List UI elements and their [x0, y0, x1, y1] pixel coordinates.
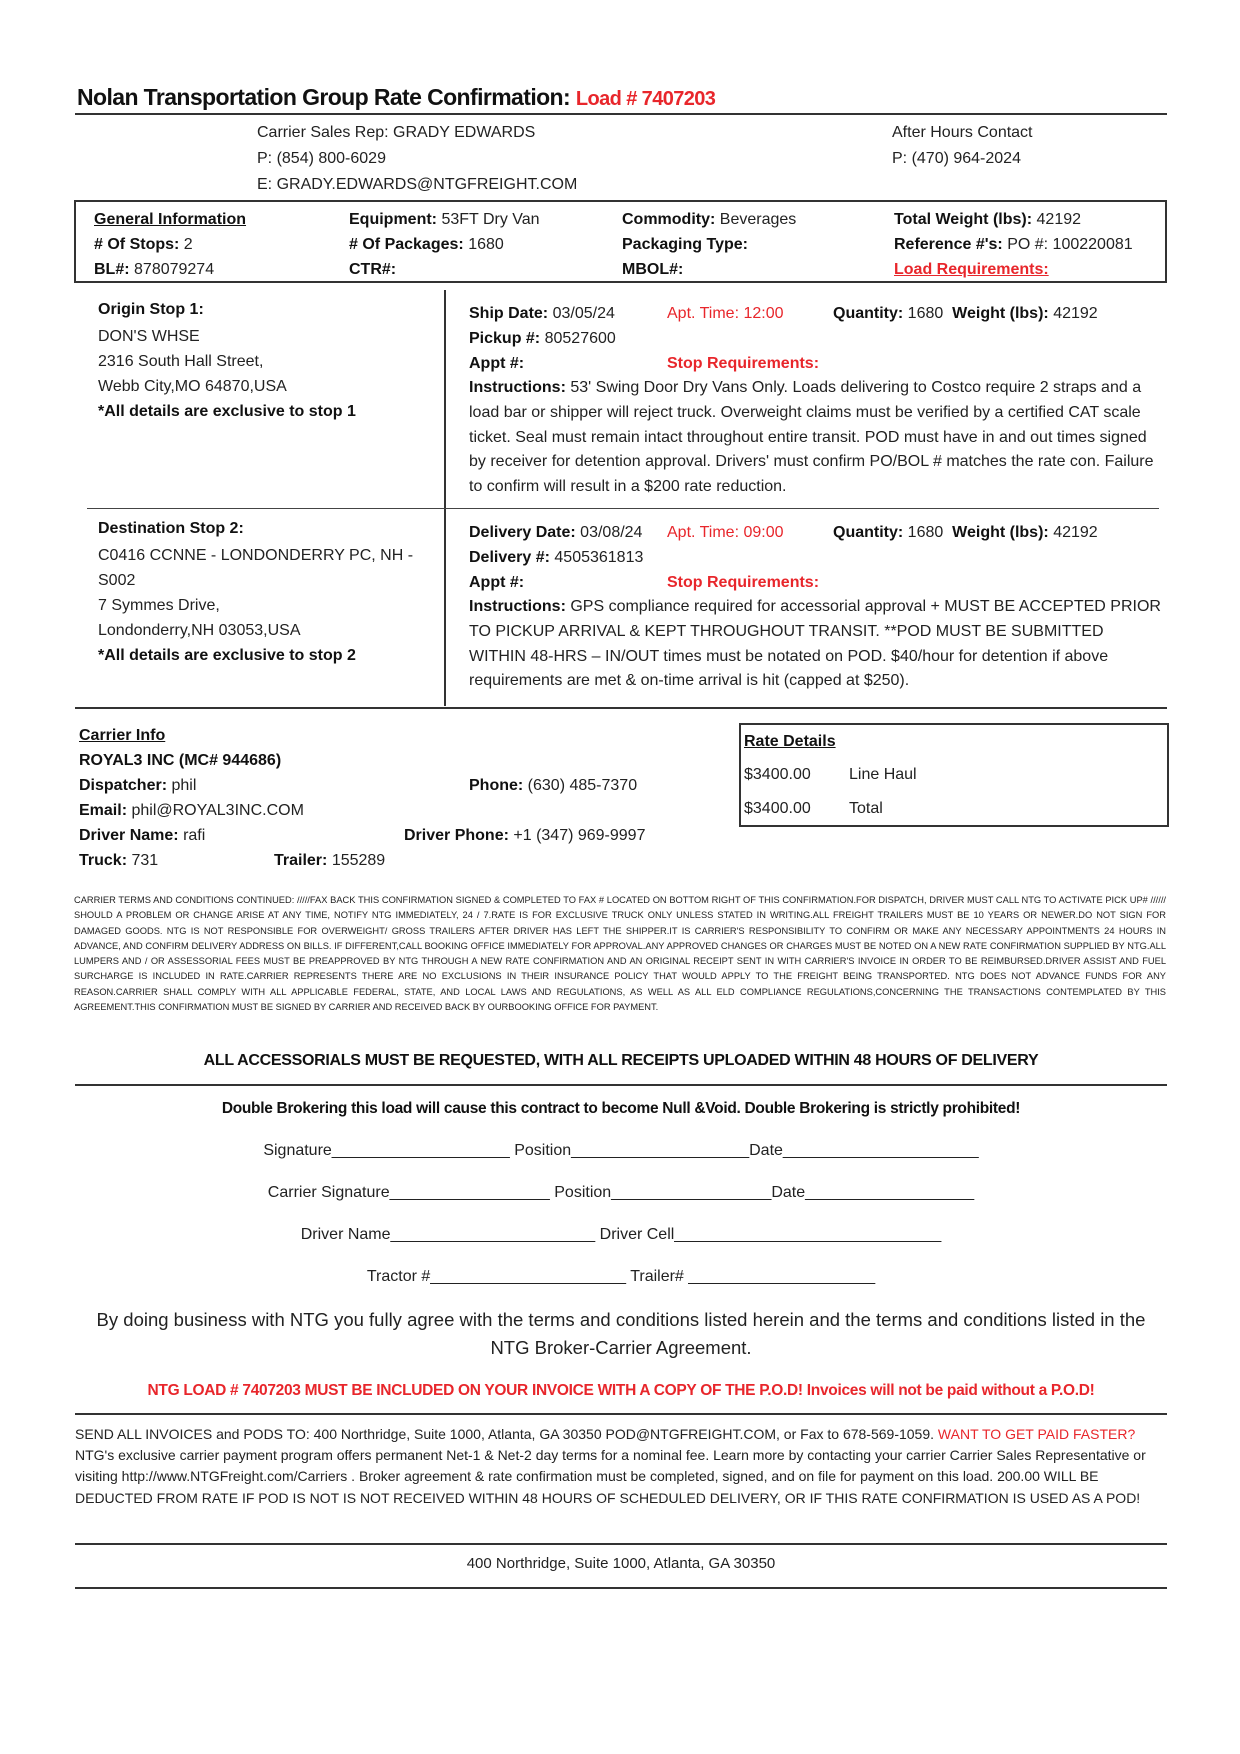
carrier-phone-value: (630) 485-7370 — [527, 777, 638, 794]
carrier-terms: CARRIER TERMS AND CONDITIONS CONTINUED: /////FAX BACK THIS CONFIRMATION SIGNED & COMPLETED TO FAX # LOCATED ON BOTTOM RIGHT OF THIS CONFIRMATION.FOR DISPATCH, DRIVER MUST CALL NTG TO ACTIVATE PICK UP# ////// SHOULD A PROBLEM OR CHANGE ARISE AT ANY TIME, NOTIFY NTG IMMEDIATELY, 24 / 7.RATE IS FOR EXCLUSIVE TRUCK ONLY UNLESS STATED IN WRITING.ALL FREIGHT TRAILERS MUST BE 10 YEARS OR NEWER.DO NOT SIGN FOR DAMAGED GOODS. NTG IS NOT RESPONSIBLE FOR OVERWEIGHT/ GROSS TRAILERS AFTER DRIVER HAS LEFT THE SHIPPER.IT IS CARRIER'S RESPONSIBILITY TO CONFIRM OR MAKE ANY NECESSARY APPOINTMENTS 24 HOURS IN ADVANCE, AND CONFIRM DELIVERY ADDRESS ON BILLS. IF DIFFERENT,CALL BOOKING OFFICE IMMEDIATELY FOR APPROVAL.ANY APPROVED CHANGES OR CHARGES MUST BE NOTED ON A NEW RATE CONFIRMATION SUPPLIED BY NTG.ALL LUMPERS AND / OR ASSESSORIAL FEES MUST BE PREAPPROVED BY NTG THROUGH A NEW RATE CONFIRMATION AND AN ORIGINAL RECEIPT SENT IN WITH CARRIER'S INVOICE IN ORDER TO BE REIMBURSED.DRIVER ASSIST AND FUEL SURCHARGE IS INCLUDED IN RATE.CARRIER REPRESENTS THERE ARE NO EXCLUSIONS IN THEIR INSURANCE POLICY THAT WOULD APPLY TO THE FREIGHT BEING TRANSPORTED. NTG DOES NOT ADVANCE FUNDS FOR ANY REASON.CARRIER SHALL COMPLY WITH ALL APPLICABLE FEDERAL, STATE, AND LOCAL LAWS AND REGULATIONS, AS WELL AS ALL ELD COMPLIANCE REGULATIONS,CONCERNING THE TRANSACTIONS CONTEMPLATED BY THIS AGREEMENT.THIS CONFIRMATION MUST BE SIGNED BY CARRIER AND RECEIVED BACK BY OURBOOKING OFFICE FOR PAYMENT. — [74, 895, 1166, 1013]
delivery-number-label: Delivery #: — [469, 549, 550, 566]
origin-heading: Origin Stop 1: — [98, 301, 204, 318]
trailer-field — [274, 848, 385, 873]
footer-send-text: SEND ALL INVOICES and PODS TO: 400 Northridge, Suite 1000, Atlanta, GA 30350 POD@NTGFREIGHT.COM, or Fax to 678-569-1059. — [75, 1426, 935, 1442]
destination-appt-label: Appt #: — [469, 574, 525, 591]
origin-apt-time: Apt. Time: 12:00 — [667, 305, 784, 322]
dest-instr-label: Instructions: — [469, 598, 566, 615]
origin-instr-label: Instructions: — [469, 379, 566, 396]
carrier-phone-label: Phone: — [469, 777, 524, 794]
destination-address2: Londonderry,NH 03053,USA — [98, 622, 301, 639]
rate-total-label: Total — [849, 800, 883, 817]
equipment-value: 53FT Dry Van — [441, 211, 540, 228]
destination-note: *All details are exclusive to stop 2 — [98, 647, 356, 664]
origin-qty-value: 1680 — [907, 305, 944, 322]
bl-label: BL#: — [94, 261, 130, 278]
origin-address1: 2316 South Hall Street, — [98, 353, 264, 370]
sales-email: E: GRADY.EDWARDS@NTGFREIGHT.COM — [257, 176, 578, 193]
destination-name2: S002 — [98, 572, 136, 589]
ctr-label: CTR#: — [349, 261, 397, 278]
truck-field — [79, 848, 158, 873]
footer-program-text: NTG's exclusive carrier payment program offers permanent Net-1 & Net-2 day terms for a nominal fee. Learn more by contacting your carrier Carrier Sales Representative or visiting http://www.NTGFreight.com/Carriers . Broker agreement & rate confirmation must be completed, signed, and on file for payment on this load. 200.00 WILL BE DEDUCTED FROM RATE IF POD IS NOT IS NOT RECEIVED WITHIN 48 HOURS OF SCHEDULED DELIVERY, OR IF THIS RATE CONFIRMATION IS USED AS A POD! — [75, 1447, 1146, 1506]
general-info-heading: General Information — [94, 211, 247, 228]
truck-value: 731 — [131, 852, 159, 869]
trailer-value: 155289 — [331, 852, 386, 869]
tractor-trailer-line: Tractor #______________________ Trailer# _____________________ — [366, 1268, 876, 1285]
delivery-date-field — [469, 520, 642, 545]
accessorials-notice: ALL ACCESSORIALS MUST BE REQUESTED, WITH ALL RECEIPTS UPLOADED WITHIN 48 HOURS OF DELIVERY — [203, 1052, 1039, 1069]
signature-line: Signature____________________ Position____________________Date______________________ — [263, 1142, 979, 1159]
stops-label: # Of Stops: — [94, 236, 180, 253]
accessorials-rule — [75, 1084, 1167, 1086]
origin-instructions — [469, 376, 1164, 500]
rate-total-amount: $3400.00 — [744, 800, 811, 817]
truck-label: Truck: — [79, 852, 128, 869]
packaging-type-label: Packaging Type: — [622, 236, 748, 253]
dest-weight-label: Weight (lbs): — [952, 524, 1049, 541]
origin-appt-label: Appt #: — [469, 355, 525, 372]
rate-line-haul-amount: $3400.00 — [744, 766, 811, 783]
carrier-email-label: Email: — [79, 802, 128, 819]
carrier-heading: Carrier Info — [79, 727, 166, 744]
dispatcher-field — [79, 773, 196, 798]
reference-field — [894, 232, 1133, 257]
ship-date-value: 03/05/24 — [552, 305, 615, 322]
origin-quantity-field — [833, 301, 1098, 326]
equipment-label: Equipment: — [349, 211, 437, 228]
destination-heading: Destination Stop 2: — [98, 520, 244, 537]
driver-name-value: rafi — [183, 827, 206, 844]
after-hours-phone: P: (470) 964-2024 — [892, 150, 1021, 167]
stops-bottom-rule — [75, 707, 1167, 709]
pickup-number-field — [469, 326, 616, 351]
commodity-label: Commodity: — [622, 211, 716, 228]
stops-field — [94, 232, 193, 257]
after-hours-label: After Hours Contact — [892, 124, 1033, 141]
total-weight-value: 42192 — [1036, 211, 1082, 228]
rate-line-haul-label: Line Haul — [849, 766, 917, 783]
footer-address: 400 Northridge, Suite 1000, Atlanta, GA 30350 — [466, 1555, 776, 1572]
destination-name1: C0416 CCNNE - LONDONDERRY PC, NH - — [98, 547, 414, 564]
origin-weight-value: 42192 — [1053, 305, 1098, 322]
bl-value: 878079274 — [134, 261, 215, 278]
trailer-label: Trailer: — [274, 852, 328, 869]
ship-date-field — [469, 301, 615, 326]
reference-label: Reference #'s: — [894, 236, 1003, 253]
driver-name-label: Driver Name: — [79, 827, 179, 844]
packages-label: # Of Packages: — [349, 236, 464, 253]
destination-address1: 7 Symmes Drive, — [98, 597, 220, 614]
destination-stop-requirements: Stop Requirements: — [667, 574, 820, 591]
footer-want-paid: WANT TO GET PAID FASTER? — [937, 1426, 1136, 1442]
invoice-rule — [75, 1413, 1167, 1415]
load-number: Load # 7407203 — [575, 88, 716, 110]
title-text: Nolan Transportation Group Rate Confirmation: — [77, 84, 571, 110]
dest-weight-value: 42192 — [1053, 524, 1098, 541]
packages-field — [349, 232, 504, 257]
pickup-number-value: 80527600 — [544, 330, 616, 347]
driver-line: Driver Name_______________________ Driver Cell______________________________ — [300, 1226, 942, 1243]
load-requirements-link: Load Requirements: — [894, 261, 1049, 278]
footer-rule-bottom — [75, 1587, 1167, 1589]
origin-stop-requirements: Stop Requirements: — [667, 355, 820, 372]
origin-name: DON'S WHSE — [98, 328, 200, 345]
footer-invoice-text — [75, 1424, 1167, 1509]
footer-rule-top — [75, 1543, 1167, 1545]
pickup-number-label: Pickup #: — [469, 330, 541, 347]
origin-instr-text: 53' Swing Door Dry Vans Only. Loads delivering to Costco require 2 straps and a load bar or shipper will reject truck. Overweight claims must be verified by a certified CAT scale ticket. Seal must remain intact throughout entire transit. POD must have in and out times signed by receiver for detention approval. Drivers' must confirm PO/BOL # matches the rate con. Failure to confirm will result in a $200 rate reduction. — [469, 379, 1154, 496]
dispatcher-value: phil — [171, 777, 197, 794]
origin-address2: Webb City,MO 64870,USA — [98, 378, 287, 395]
bl-field — [94, 257, 214, 282]
destination-apt-time: Apt. Time: 09:00 — [667, 524, 784, 541]
stops-divider — [444, 290, 446, 706]
mbol-label: MBOL#: — [622, 261, 684, 278]
delivery-date-value: 03/08/24 — [580, 524, 643, 541]
stop-separator — [87, 508, 1159, 509]
packages-value: 1680 — [468, 236, 504, 253]
carrier-phone-field — [469, 773, 637, 798]
delivery-number-value: 4505361813 — [554, 549, 644, 566]
page-title — [77, 84, 715, 111]
commodity-field — [622, 207, 796, 232]
driver-phone-field — [404, 823, 645, 848]
double-brokering-notice: Double Brokering this load will cause this contract to become Null &Void. Double Brokering is strictly prohibited! — [221, 1100, 1021, 1117]
delivery-date-label: Delivery Date: — [469, 524, 576, 541]
carrier-email-field — [79, 798, 304, 823]
delivery-number-field — [469, 545, 643, 570]
origin-qty-label: Quantity: — [833, 305, 904, 322]
carrier-email-value: phil@ROYAL3INC.COM — [131, 802, 304, 819]
destination-quantity-field — [833, 520, 1098, 545]
origin-weight-label: Weight (lbs): — [952, 305, 1049, 322]
total-weight-field — [894, 207, 1081, 232]
sales-phone: P: (854) 800-6029 — [257, 150, 386, 167]
dispatcher-label: Dispatcher: — [79, 777, 168, 794]
carrier-name: ROYAL3 INC (MC# 944686) — [79, 752, 282, 769]
destination-instructions — [469, 595, 1164, 694]
dest-qty-value: 1680 — [907, 524, 944, 541]
carrier-signature-line: Carrier Signature__________________ Position__________________Date___________________ — [267, 1184, 975, 1201]
driver-phone-label: Driver Phone: — [404, 827, 509, 844]
title-rule — [75, 113, 1167, 115]
dest-instr-text: GPS compliance required for accessorial approval + MUST BE ACCEPTED PRIOR TO PICKUP ARRIVAL & KEPT THROUGHOUT TRANSIT. **POD MUST BE SUBMITTED WITHIN 48-HRS – IN/OUT times must be notated on POD. $40/hour for detention if above requirements are met & on-time arrival is hit (capped at $250). — [469, 598, 1161, 690]
driver-phone-value: +1 (347) 969-9997 — [513, 827, 646, 844]
invoice-notice: NTG LOAD # 7407203 MUST BE INCLUDED ON YOUR INVOICE WITH A COPY OF THE P.O.D! Invoices will not be paid without a P.O.D! — [147, 1382, 1095, 1399]
total-weight-label: Total Weight (lbs): — [894, 211, 1033, 228]
rate-heading: Rate Details — [744, 733, 836, 750]
ship-date-label: Ship Date: — [469, 305, 549, 322]
sales-rep: Carrier Sales Rep: GRADY EDWARDS — [257, 124, 536, 141]
commodity-value: Beverages — [719, 211, 797, 228]
origin-note: *All details are exclusive to stop 1 — [98, 403, 356, 420]
driver-name-field — [79, 823, 205, 848]
stops-value: 2 — [183, 236, 193, 253]
agreement-text: By doing business with NTG you fully agree with the terms and conditions listed herein and the terms and conditions listed in the NTG Broker-Carrier Agreement. — [96, 1309, 1146, 1358]
dest-qty-label: Quantity: — [833, 524, 904, 541]
equipment-field — [349, 207, 540, 232]
reference-value: PO #: 100220081 — [1007, 236, 1133, 253]
